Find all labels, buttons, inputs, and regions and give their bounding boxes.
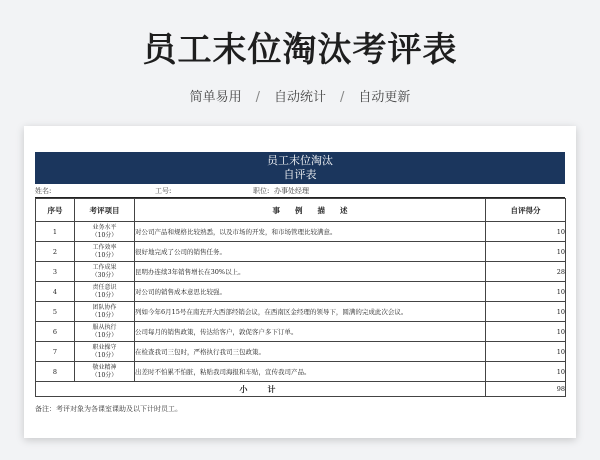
position-value: 办事处经理: [274, 187, 309, 195]
item-name: 职业操守: [92, 344, 117, 351]
banner-title: 员工末位淘汰: [267, 154, 333, 167]
header-item: 考评项目: [75, 199, 135, 222]
name-label: 姓名:: [35, 187, 52, 195]
row-score[interactable]: 10: [486, 282, 566, 302]
row-item[interactable]: [75, 322, 135, 342]
item-points: （10分）: [91, 311, 118, 319]
row-description[interactable]: 很好地完成了公司的销售任务。: [135, 242, 486, 262]
row-seq[interactable]: 3: [36, 262, 75, 282]
row-description[interactable]: 对公司产品和规格比较熟悉，以及市场的开发，和市场管理比较满意。: [135, 222, 486, 242]
row-seq[interactable]: 6: [36, 322, 75, 342]
evaluation-table: [35, 198, 566, 397]
row-item[interactable]: [75, 262, 135, 282]
row-score[interactable]: 10: [486, 322, 566, 342]
row-score[interactable]: 10: [486, 362, 566, 382]
feature-auto-stats: 自动统计: [273, 90, 326, 105]
header-seq: 序号: [36, 199, 75, 222]
item-name: 服从执行: [92, 324, 117, 331]
item-points: （10分）: [91, 331, 118, 339]
header-examples: 事 例 描 述: [135, 199, 486, 222]
table-row: [36, 362, 566, 382]
row-score[interactable]: 10: [486, 302, 566, 322]
item-name: 敬业精神: [92, 364, 117, 371]
table-row: [36, 302, 566, 322]
item-points: （10分）: [91, 291, 118, 299]
row-score[interactable]: 10: [486, 242, 566, 262]
row-description[interactable]: 昆明办连续3年销售增长在30%以上。: [135, 262, 486, 282]
table-row: [36, 222, 566, 242]
header-self-score: 自评得分: [486, 199, 566, 222]
spreadsheet-preview-card: [24, 126, 576, 438]
row-description[interactable]: 公司每月的销售政策，传达给客户，敦促客户多下订单。: [135, 322, 486, 342]
banner-subtitle: 自评表: [283, 168, 317, 181]
footnote: 备注：考评对象为各课室课助及以下计时员工。: [35, 405, 182, 413]
table-row: [36, 242, 566, 262]
sheet-banner: [35, 152, 565, 184]
table-header-row: [36, 199, 566, 222]
row-seq[interactable]: 4: [36, 282, 75, 302]
row-description[interactable]: 对公司的销售成本意思比较强。: [135, 282, 486, 302]
row-score[interactable]: 28: [486, 262, 566, 282]
subtotal-value[interactable]: 98: [486, 382, 566, 397]
subtotal-row: [36, 382, 566, 397]
page-title: 员工末位淘汰考评表: [142, 30, 458, 70]
employee-info-row: [35, 184, 565, 198]
row-item[interactable]: [75, 282, 135, 302]
row-item[interactable]: [75, 362, 135, 382]
row-seq[interactable]: 8: [36, 362, 75, 382]
row-description[interactable]: 在检查我司三包时，严格执行我司三包政策。: [135, 342, 486, 362]
row-score[interactable]: 10: [486, 222, 566, 242]
row-seq[interactable]: 5: [36, 302, 75, 322]
item-name: 责任意识: [92, 284, 117, 291]
row-description[interactable]: 列如今年6月15号在南充开大西部经销会议，在西南区金经理的领导下，圆满的完成此次会议。: [135, 302, 486, 322]
item-points: （10分）: [91, 251, 118, 259]
item-name: 业务水平: [92, 224, 117, 231]
separator: /: [255, 90, 260, 105]
item-name: 工作成果: [92, 264, 117, 271]
row-description[interactable]: 出差时不怕累不怕脏，粘贴我司海报和车贴，宣传我司产品。: [135, 362, 486, 382]
row-item[interactable]: [75, 342, 135, 362]
separator: /: [340, 90, 345, 105]
row-item[interactable]: [75, 222, 135, 242]
feature-auto-update: 自动更新: [358, 90, 411, 105]
table-row: [36, 322, 566, 342]
row-seq[interactable]: 2: [36, 242, 75, 262]
item-name: 团队协作: [92, 304, 117, 311]
row-seq[interactable]: 1: [36, 222, 75, 242]
row-item[interactable]: [75, 302, 135, 322]
row-score[interactable]: 10: [486, 342, 566, 362]
subtotal-label: 小 计: [36, 382, 486, 397]
table-row: [36, 262, 566, 282]
employee-id-label: 工号:: [155, 187, 172, 195]
item-points: （10分）: [91, 351, 118, 359]
row-seq[interactable]: 7: [36, 342, 75, 362]
item-points: （10分）: [91, 231, 118, 239]
position-label: 职位:: [253, 187, 270, 195]
feature-easy-to-use: 简单易用: [189, 90, 242, 105]
row-item[interactable]: [75, 242, 135, 262]
item-name: 工作效率: [92, 244, 117, 251]
table-row: [36, 342, 566, 362]
evaluation-sheet: [35, 152, 565, 414]
table-row: [36, 282, 566, 302]
feature-tagline: [0, 86, 600, 105]
item-points: （30分）: [91, 271, 118, 279]
item-points: （10分）: [91, 371, 118, 379]
